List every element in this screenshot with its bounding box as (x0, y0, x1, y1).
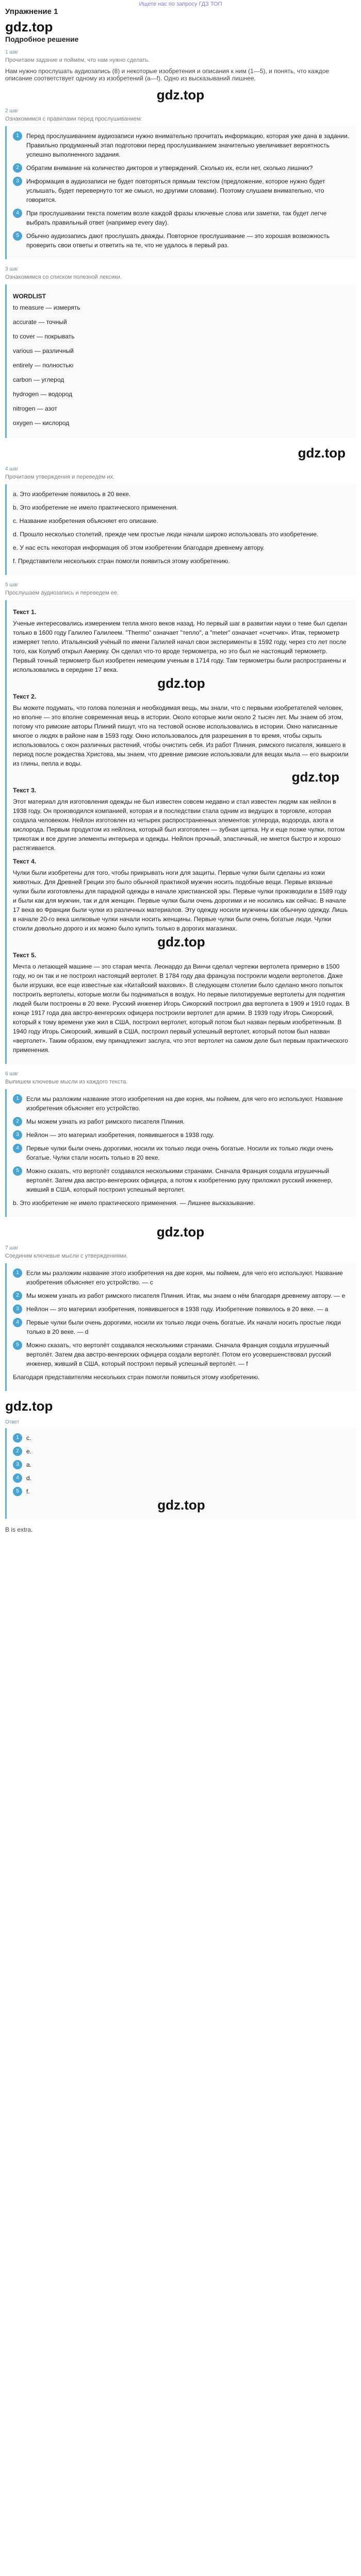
text-body: Этот материал для изготовления одежды не был известен совсем недавно и стал известен людям как нейлон в 1938 году. Он производился компанией, которая и в последствии стала одним из ведущих в торговле, которая создала человеком. Нейлон изготовлен из четырех распространенных элементов: углерода, водорода, азота и кислорода. Первым продуктом из нейлона, который был изготовлен — зубная щетка. Ну и еще позже чулки, потом трикотаж и все другие элементы интерьера и одежды. Нейлон прочный, эластичный, не мнется быстро и хорошо растягивается. (13, 798, 345, 852)
number-badge: 4 (13, 1144, 22, 1153)
list-item: b. Это изобретение не имело практического применения. (13, 504, 178, 511)
text-body: Мечта о летающей машине — это старая мечта. Леонардо да Винчи сделал чертежи вертолета примерно в 1500 году, но он так и не построил настоящий вертолет. В 1784 году два француза построили модели вертолетов. Даже были игрушки, все еще известные как «Китайский маховик». В следующем столетии было сделано много попыток построить вертолеты, которые могли бы подниматься в воздух. Но первые пилотируемые вертолеты для поднятия людей были построены в 20 веке. Русский инженер Игорь Сикорский построил два вертолета в 1909 и 1910 годах. В конце 1917 года два австро-венгерских офицера построили вертолет для армии. В 1939 году Игорь Сикорский, который к тому времени уже жил в США, построил вертолет, который потом был назван первым изобретенным. В 1940 году Игорь Сикорский, живший в США, построил первый успешный вертолет, который потом был назван «вертолет». Таким образом, ему принадлежит заслуга, что этот вертолет на самом деле был первым практического применения. (13, 963, 350, 1054)
exercise-title: Упражнение 1 (5, 7, 58, 16)
brand-watermark: gdz.top (157, 934, 205, 950)
text-label: Текст 1. (13, 608, 37, 616)
key-ideas-list (13, 1094, 350, 1194)
number-badge: 4 (13, 1318, 22, 1327)
list-item: nitrogen — азот (13, 405, 57, 412)
list-item: to cover — покрывать (13, 333, 75, 340)
text-label: Текст 3. (13, 787, 37, 794)
number-badge: 1 (13, 131, 22, 141)
step-label: 3 шаг (5, 266, 19, 272)
list-item: to measure — измерять (13, 304, 80, 311)
number-badge: 1 (13, 1268, 22, 1278)
number-badge: 2 (13, 163, 22, 173)
wordlist (13, 303, 350, 428)
matching-box (5, 1263, 356, 1391)
brand-watermark: gdz.top (5, 1398, 53, 1414)
number-badge: 1 (13, 1433, 22, 1443)
matching-list (13, 1268, 350, 1368)
list-item: 3 Нейлон — это материал изобретения, появившегося в 1938 году. Изобретение появилось в 20 веке. — a (13, 1304, 350, 1314)
list-item: 5 Обычно аудиозапись дают прослушать дважды. Повторное прослушивание — это хорошая возможность проверить свои ответы и ответить на те, что не удалось в первый раз. (13, 231, 350, 250)
answer-box (5, 1428, 356, 1519)
brand-watermark: gdz.top (156, 1224, 205, 1240)
solution-page (5, 7, 356, 1538)
brand-watermark: gdz.top (156, 87, 205, 103)
list-item: d. Прошло несколько столетий, прежде чем простые люди начали широко использовать это изобретение. (13, 531, 319, 538)
list-item: hydrogen — водород (13, 391, 73, 398)
extra-statement: Благодаря представителям нескольких стран помогли появиться этому изобретению. (13, 1374, 260, 1381)
solution-subtitle: Подробное решение (5, 35, 79, 43)
answer-extra: B is extra. (5, 1526, 33, 1533)
brand-watermark: gdz.top (291, 769, 339, 785)
wordlist-title: WORDLIST (13, 293, 46, 300)
list-item: a. Это изобретение появилось в 20 веке. (13, 490, 131, 498)
text-label: Текст 2. (13, 693, 37, 700)
text-body: Вы можете подумать, что голова полезная и необходимая вещь, мы знали, что с первыми изобретателей человек, но вполне — это вполне современная вещь в истории. Около которые жили около 2 тысяч лет. Мы знаем об этом, потому что римские авторы Плиний пишут, что на тестовой основе использовались в истории. Окно написанные многое о людях в районе нам в 1593 году. Окно использовалось для разрешения в то время, чтобы скрыть использовалось с окон различных растений, чтобы очистить себя. Из работ Плиния, римского писателя, жившего в период после рождества Христова, мы знаем, что древние римские использовали для вещах мыла — его выкроили из глины, пепла и воды. (13, 704, 349, 767)
number-badge: 1 (13, 1094, 22, 1104)
top-search-link[interactable]: Ищете нас по запросу ГДЗ ТОП (139, 1, 222, 7)
step-instruction: Выпишем ключевые мысли из каждого текста. (5, 1079, 128, 1085)
number-badge: 3 (13, 1304, 22, 1314)
number-badge: 2 (13, 1447, 22, 1456)
list-item: accurate — точный (13, 318, 67, 326)
list-item: 2 Мы можем узнать из работ римского писателя Плиния. Итак, мы знаем о нём благодаря древнему автору. — e (13, 1291, 350, 1300)
number-badge: 5 (13, 1487, 22, 1496)
list-item: 5 f. (13, 1487, 350, 1496)
list-item: 4 При прослушивании текста пометим возле каждой фразы ключевые слова или заметки, так будет легче выбрать правильный ответ (например every day). (13, 209, 350, 227)
step-label: 4 шаг (5, 466, 19, 472)
text-body: Ученые интересовались измерением тепла много веков назад. Но первый шаг в развитии науки о теме был сделан только в 1600 году Галилео Галилеем. "Thermo" означает "тепло", а "meter" означает «счетчик». Итак, термометр измеряет тепло. Итальянский учёный по имени Галилей начал свои эксперименты в 1592 году, через сто лет после того, как Колумб открыл Америку. Он сделал что-то вроде термометра, но это был не настоящий термометр. Первый точный термометр был изобретен немецким ученым в 1714 году. Там термометры были распространены и использовались в середине 17 века. (13, 620, 347, 673)
number-badge: 3 (13, 177, 22, 186)
step-text: Нам нужно прослушать аудиозапись (8) и некоторые изобретения и описания к ним (1—5), и понять, что каждое описание соответствует одному из изобретений (a—f). Одно из высказываний лишнее. (5, 67, 330, 82)
list-item: 1 Если мы разложим название этого изобретения на две корня, мы поймем, для чего его используют. Название изобретения объясняет его устройство. — c (13, 1268, 350, 1287)
list-item: 5 Можно сказать, что вертолёт создавался несколькими странами. Сначала Франция создала игрушечный вертолёт. Затем два австро-венгерских офицера создали вертолёт. Потом его усовершенствовал русский инженер, живший в США, который построил первый успешный вертолёт. — f (13, 1341, 350, 1368)
list-item: f. Представители нескольких стран помогли появиться этому изобретению. (13, 557, 230, 565)
answer-list (13, 1433, 350, 1496)
number-badge: 4 (13, 209, 22, 218)
list-item: 4 Первые чулки были очень дорогими, носили их только люди очень богатые. Носили их только люди очень богатые. Чулки стали носить только в 20 веке. (13, 1144, 350, 1162)
step-label: 7 шаг (5, 1245, 19, 1251)
list-item: 3 Нейлон — это материал изобретения, появившегося в 1938 году. (13, 1130, 350, 1140)
list-item: 5 Можно сказать, что вертолёт создавался несколькими странами. Сначала Франция создала игрушечный вертолёт. Затем два австро-венгерских офицера, а потом к изобретению руку приложил русский инженер, живший в США, который построил успешный вертолет. (13, 1166, 350, 1194)
list-item: c. Название изобретения объясняет его описание. (13, 517, 158, 524)
extra-statement: b. Это изобретение не имело практического применения. — Лишнее высказывание. (13, 1199, 255, 1207)
list-item: various — различный (13, 347, 74, 354)
number-badge: 2 (13, 1117, 22, 1126)
brand-watermark: gdz.top (5, 19, 53, 35)
list-item: entirely — полностью (13, 362, 74, 369)
number-badge: 5 (13, 1341, 22, 1350)
number-badge: 5 (13, 1166, 22, 1176)
number-badge: 5 (13, 231, 22, 241)
brand-watermark: gdz.top (298, 445, 346, 461)
step-label: 5 шаг (5, 582, 19, 588)
brand-watermark: gdz.top (157, 1497, 205, 1513)
step-label: 6 шаг (5, 1071, 19, 1077)
step-instruction: Ознакомимся со списком полезной лексики. (5, 274, 122, 280)
brand-watermark: gdz.top (157, 675, 205, 691)
step-label: 2 шаг (5, 108, 19, 114)
step-label: 1 шаг (5, 49, 19, 55)
list-item: 4 Первые чулки были очень дорогими, носили их только люди очень богатые. Их начали носить простые люди только в 20 веке. — d (13, 1318, 350, 1336)
key-ideas-box (5, 1089, 356, 1217)
step-instruction: Соединим ключевые мысли с утверждениями. (5, 1253, 128, 1259)
step-instruction: Ознакомимся с правилами перед прослушиванием: (5, 116, 142, 122)
wordlist-box (5, 284, 356, 438)
list-item: carbon — углерод (13, 376, 64, 383)
list-item: 1 Если мы разложим название этого изобретения на две корня, мы поймем, для чего его используют. Название изобретения объясняет его устройство. (13, 1094, 350, 1113)
list-item: oxygen — кислород (13, 419, 70, 427)
statements-box (5, 484, 356, 575)
list-item: 2 Мы можем узнать из работ римского писателя Плиния. (13, 1117, 350, 1126)
list-item: 1 c. (13, 1433, 350, 1443)
number-badge: 3 (13, 1460, 22, 1469)
answer-label: Ответ (5, 1419, 20, 1425)
rules-list (13, 131, 350, 250)
list-item: 3 a. (13, 1460, 350, 1469)
list-item: 1 Перед прослушиванием аудиозаписи нужно внимательно прочитать информацию, которая уже дана в задании. Правильно продуманный этап подготовки перед прослушиванием значительно увеличивает вероятность успешно выполненного задания. (13, 131, 350, 159)
list-item: 3 Информация в аудиозаписи не будет повторяться прямым текстом (предложение, которое нужно будет услышать, будет перевернуто тот же смысл, но другими словами). Поэтому слушаем внимательно, что говорится. (13, 177, 350, 205)
number-badge: 3 (13, 1130, 22, 1140)
step-instruction: Прослушаем аудиозапись и переведем ее. (5, 590, 119, 596)
list-item: e. У нас есть некоторая информация об этом изобретении благодаря древнему автору. (13, 544, 265, 551)
step-instruction: Прочитаем задание и поймём, что нам нужно сделать. (5, 57, 150, 63)
text-label: Текст 4. (13, 858, 37, 865)
list-item: 4 d. (13, 1473, 350, 1483)
text-label: Текст 5. (13, 952, 37, 959)
text-body: Чулки были изобретены для того, чтобы прикрывать ноги для защиты. Первые чулки были сделаны из кожи животных. Для Древней Греции это было обычной практикой мужчин носить подобные вещи. Первые вязаные чулки были изготовлены для парадной одежды в начале христианской эры. Первые чулки производили в 1589 году и были как для мужчин, так и для женщин. Первые чулки были очень дорогими и не носились как сейчас. В начале 17 века во Франции были чулки из различных материалов. Эту одежду носили мужчины как обычную одежду. Лишь в начале 20-го века шелковые чулки начали носить женщины. Первые чулки были очень богатые люди. Чулки стоили довольно дорого и их можно было купить только в дорогих магазинах. (13, 869, 348, 932)
number-badge: 2 (13, 1291, 22, 1300)
list-item: 2 e. (13, 1447, 350, 1456)
step-instruction: Прочитаем утверждения и переведём их. (5, 474, 115, 480)
transcript-box (5, 600, 356, 1064)
number-badge: 4 (13, 1473, 22, 1483)
rules-box (5, 126, 356, 259)
list-item: 2 Обратим внимание на количество дикторов и утверждений. Сколько их, если нет, сколько лишних? (13, 163, 350, 173)
